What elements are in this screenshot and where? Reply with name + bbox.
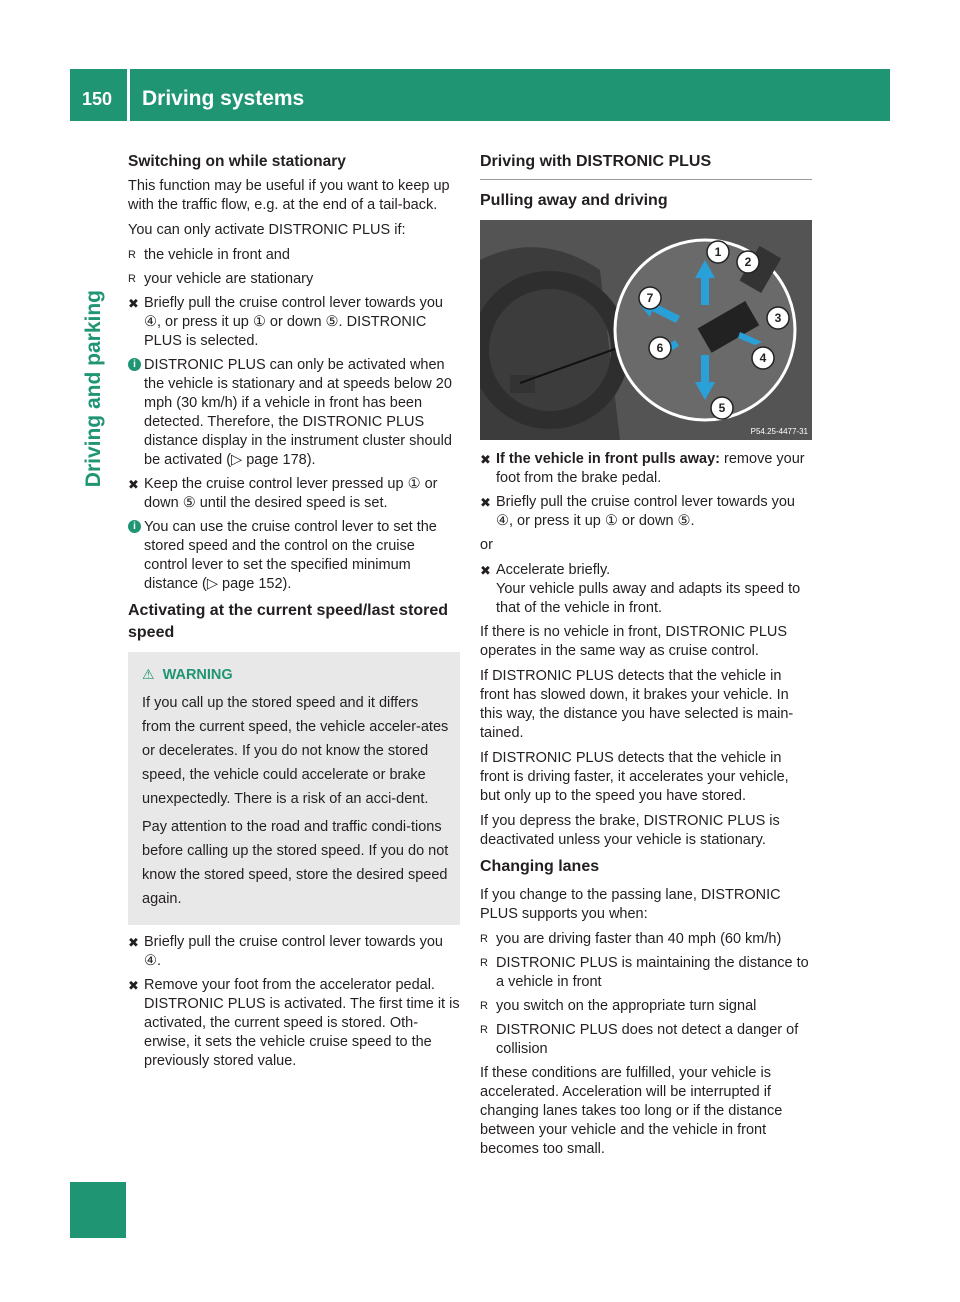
- side-tab-label: Driving and parking: [82, 290, 105, 488]
- list-item: R your vehicle are stationary: [128, 271, 314, 287]
- header-divider: [127, 69, 130, 121]
- info-note: i You can use the cruise control lever to set the stored speed and the control on the cruise control lever to set the specified minimum distance (▷ page 152).: [128, 518, 460, 594]
- callout-3: 3: [774, 311, 782, 325]
- warning-paragraph: Pay attention to the road and traffic condi-tions before calling up the stored speed. If you do not know the stored speed, store the desired speed again.: [142, 819, 449, 907]
- warning-triangle-icon: ⚠: [142, 666, 155, 682]
- bullet-icon: R: [480, 933, 488, 945]
- warning-box: [128, 652, 460, 925]
- left-column: [128, 152, 460, 1076]
- info-note: i DISTRONIC PLUS can only be activated when the vehicle is stationary and at speeds below 20 mph (30 km/h) if a vehicle in front has been detected. Therefore, the DISTRONIC PLUS distance display in the instrument cluster should be activated (▷ page 178).: [128, 356, 460, 470]
- instruction-step: ✖ Remove your foot from the accelerator pedal. DISTRONIC PLUS is activated. The first time it is activated, the current speed is stored. Oth-erwise, it sets the vehicle cruise speed to the previously stored value.: [128, 977, 460, 1069]
- step-arrow-icon: ✖: [128, 296, 139, 311]
- instruction-step: ✖ Briefly pull the cruise control lever towards you ④, or press it up ① or down ⑤. DISTRONIC PLUS is selected.: [128, 295, 443, 349]
- section-title-activating: Activating at the current speed/last stored speed: [128, 602, 449, 641]
- list-item: R DISTRONIC PLUS is maintaining the distance to a vehicle in front: [480, 955, 809, 990]
- warning-paragraph: If you call up the stored speed and it differs from the current speed, the vehicle acceler-ates or decelerates. If you do not know the stored speed, the vehicle could accelerate or brake unexpectedly. There is a risk of an acci-dent.: [142, 695, 449, 807]
- instruction-step: ✖ Keep the cruise control lever pressed up ① or down ⑤ until the desired speed is set.: [128, 476, 438, 511]
- step-arrow-icon: ✖: [128, 935, 139, 950]
- step-arrow-icon: ✖: [128, 477, 139, 492]
- paragraph: You can only activate DISTRONIC PLUS if:: [128, 222, 406, 238]
- callout-7: 7: [646, 291, 654, 305]
- callout-1: 1: [714, 245, 722, 259]
- instruction-step: ✖ If the vehicle in front pulls away: remove your foot from the brake pedal.: [480, 451, 805, 486]
- bullet-icon: R: [480, 1024, 488, 1036]
- paragraph: This function may be useful if you want to keep up with the traffic flow, e.g. at the end of a tail-back.: [128, 178, 450, 213]
- bullet-icon: R: [128, 249, 136, 261]
- callout-6: 6: [656, 341, 664, 355]
- bullet-icon: R: [480, 1000, 488, 1012]
- instruction-step: ✖ Briefly pull the cruise control lever towards you ④.: [128, 934, 443, 969]
- step-arrow-icon: ✖: [480, 563, 491, 578]
- subsection-title-pulling-away: Pulling away and driving: [480, 192, 668, 209]
- page-number: 150: [82, 89, 113, 109]
- bullet-icon: R: [480, 957, 488, 969]
- section-title-changing-lanes: Changing lanes: [480, 858, 600, 875]
- list-item: R DISTRONIC PLUS does not detect a danger of collision: [480, 1022, 799, 1057]
- instruction-step: ✖ Accelerate briefly. Your vehicle pulls away and adapts its speed to that of the vehicle in front.: [480, 562, 801, 616]
- list-item: R you switch on the appropriate turn signal: [480, 998, 757, 1014]
- instruction-step: ✖ Briefly pull the cruise control lever towards you ④, or press it up ① or down ⑤.: [480, 494, 795, 529]
- page-header: [70, 69, 890, 121]
- figure-code: P54.25-4477-31: [750, 427, 808, 436]
- paragraph: If DISTRONIC PLUS detects that the vehicle in front is driving faster, it accelerates your vehicle, but only up to the speed you have stored.: [480, 750, 789, 804]
- section-title-driving: Driving with DISTRONIC PLUS: [480, 152, 812, 180]
- warning-title: WARNING: [162, 667, 233, 683]
- bullet-icon: R: [128, 273, 136, 285]
- paragraph: If these conditions are fulfilled, your vehicle is accelerated. Acceleration will be interrupted if changing lanes takes too long or if the distance between your vehicle and the vehicle in front becomes too small.: [480, 1065, 783, 1157]
- paragraph-or: or: [480, 537, 493, 553]
- callout-2: 2: [744, 255, 752, 269]
- list-item: R the vehicle in front and: [128, 247, 290, 263]
- chapter-title: Driving systems: [142, 87, 305, 110]
- side-tab-marker: [70, 1182, 126, 1238]
- cruise-control-lever-figure: [480, 220, 812, 440]
- paragraph: If there is no vehicle in front, DISTRONIC PLUS operates in the same way as cruise control.: [480, 624, 788, 659]
- step-arrow-icon: ✖: [128, 978, 139, 993]
- paragraph: If you depress the brake, DISTRONIC PLUS is deactivated unless your vehicle is stationary.: [480, 813, 780, 848]
- paragraph: If you change to the passing lane, DISTRONIC PLUS supports you when:: [480, 887, 781, 922]
- step-arrow-icon: ✖: [480, 495, 491, 510]
- callout-4: 4: [759, 351, 767, 365]
- callout-5: 5: [718, 401, 726, 415]
- section-title-switching-on: Switching on while stationary: [128, 153, 346, 170]
- paragraph: If DISTRONIC PLUS detects that the vehicle in front has slowed down, it brakes your vehicle. In this way, the distance you have selected is main-tained.: [480, 668, 794, 741]
- right-column: [480, 152, 812, 1165]
- info-icon: i: [128, 358, 141, 371]
- list-item: R you are driving faster than 40 mph (60 km/h): [480, 931, 782, 947]
- steering-lever-illustration: [480, 220, 812, 440]
- info-icon: i: [128, 520, 141, 533]
- step-arrow-icon: ✖: [480, 452, 491, 467]
